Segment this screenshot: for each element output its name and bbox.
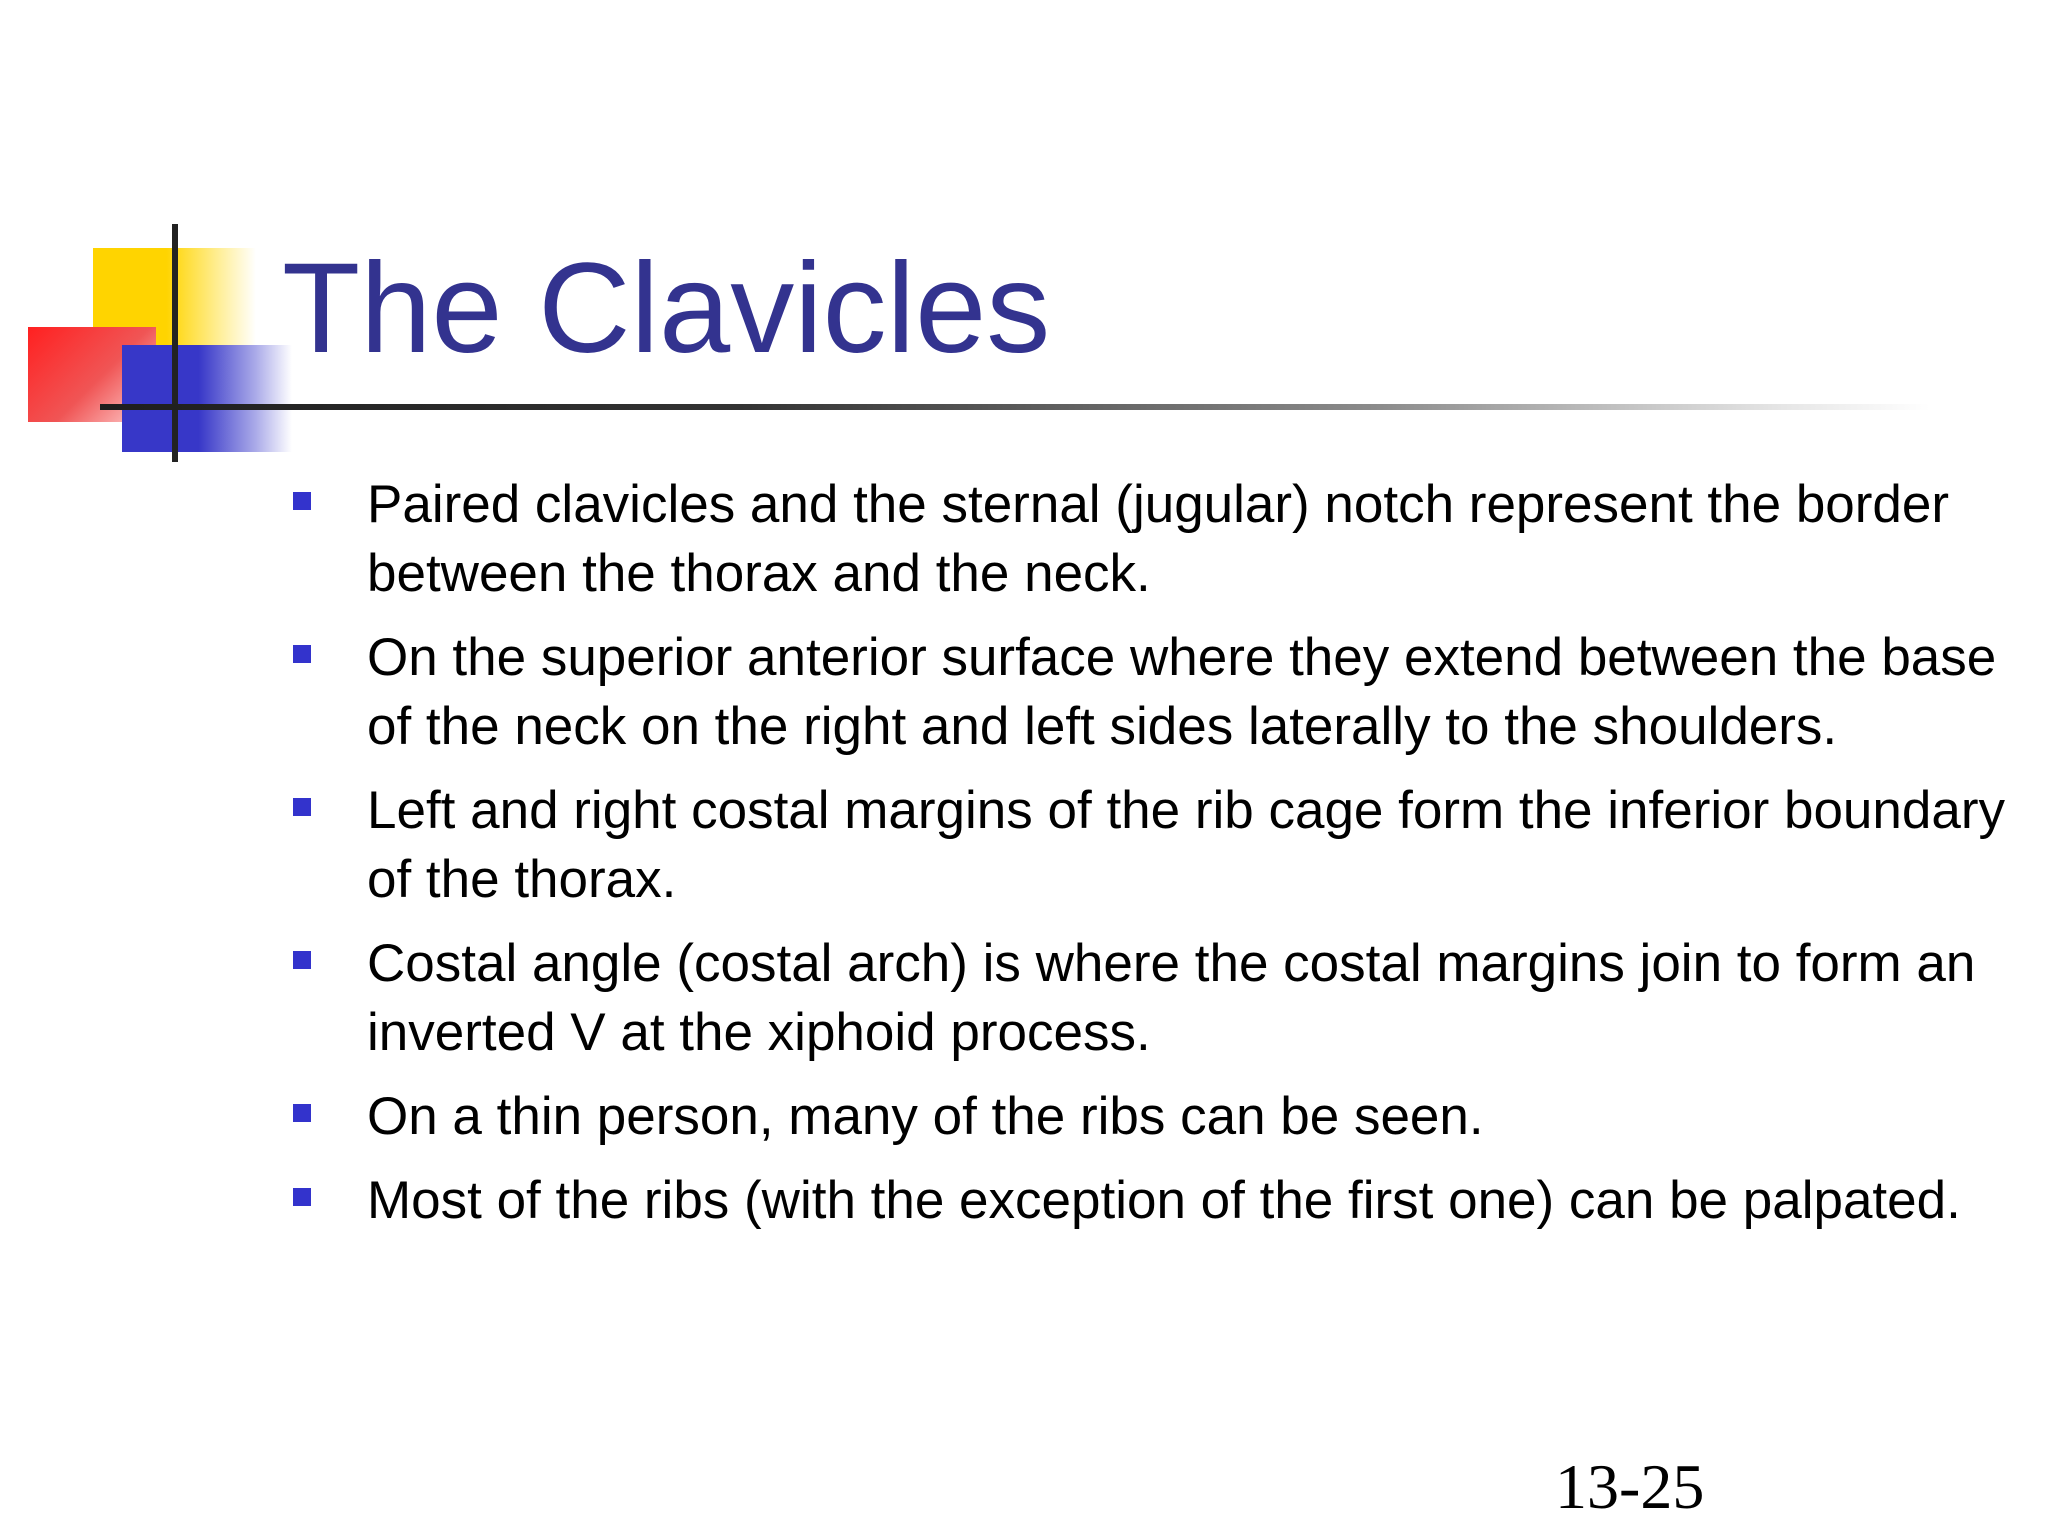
- slide-title: The Clavicles: [282, 237, 1051, 380]
- bullet-list: [290, 470, 2020, 1250]
- square-bullet-icon: [293, 1104, 311, 1122]
- bullet-item: [290, 1166, 2020, 1235]
- bullet-item: [290, 929, 2020, 1067]
- bullet-text: Left and right costal margins of the rib cage form the inferior boundary of the thorax.: [367, 781, 2005, 909]
- bullet-text: On the superior anterior surface where they extend between the base of the neck on the right and left sides laterally to the shoulders.: [367, 628, 1997, 756]
- square-bullet-icon: [293, 1188, 311, 1206]
- square-bullet-icon: [293, 951, 311, 969]
- decorative-blue-square: [122, 345, 292, 452]
- bullet-text: Costal angle (costal arch) is where the costal margins join to form an inverted V at the xiphoid process.: [367, 934, 1976, 1062]
- bullet-item: [290, 776, 2020, 914]
- bullet-item: [290, 470, 2020, 608]
- square-bullet-icon: [293, 645, 311, 663]
- title-underline: [100, 404, 1930, 410]
- bullet-text: Most of the ribs (with the exception of the first one) can be palpated.: [367, 1171, 1961, 1230]
- square-bullet-icon: [293, 798, 311, 816]
- bullet-item: [290, 623, 2020, 761]
- bullet-text: On a thin person, many of the ribs can be seen.: [367, 1087, 1484, 1146]
- square-bullet-icon: [293, 492, 311, 510]
- decorative-vertical-line: [172, 224, 178, 462]
- bullet-text: Paired clavicles and the sternal (jugular) notch represent the border between the thorax and the neck.: [367, 475, 1950, 603]
- bullet-item: [290, 1082, 2020, 1151]
- page-number: 13-25: [1555, 1451, 1705, 1522]
